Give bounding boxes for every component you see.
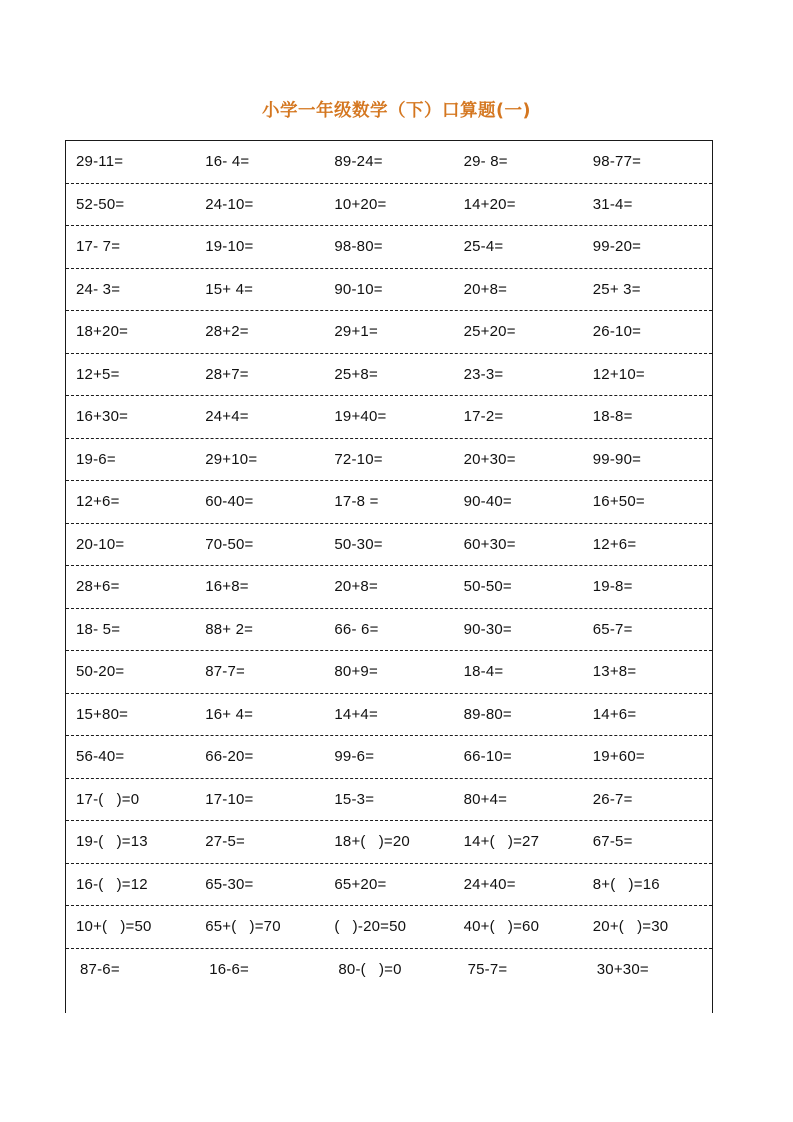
problem-cell: 18+( )=20 [334, 833, 410, 851]
problem-cell: 16+30= [76, 408, 129, 426]
problem-cell: 15-3= [334, 790, 375, 808]
problem-cell: 15+ 4= [205, 280, 254, 298]
problem-cell: 23-3= [463, 365, 504, 383]
problem-cell: 65-7= [592, 620, 633, 638]
table-row [66, 566, 712, 609]
table-row [66, 481, 712, 524]
table-row [66, 651, 712, 694]
problem-cell: 80+4= [463, 790, 508, 808]
problem-cell: 19-( )=13 [76, 833, 148, 851]
problem-cell: 24+4= [205, 408, 249, 426]
problem-cell: 52-50= [76, 195, 125, 213]
problem-cell: 66-10= [463, 748, 512, 766]
problem-cell: 99-6= [334, 748, 375, 766]
table-row [66, 864, 712, 907]
problem-cell: 29- 8= [463, 153, 508, 171]
problem-cell: 40+( )=60 [463, 918, 540, 936]
problem-cell: 66-20= [205, 748, 254, 766]
problem-cell: 14+6= [592, 705, 637, 723]
problem-cell: 15+80= [76, 705, 129, 723]
problem-cell: 31-4= [592, 195, 633, 213]
problem-cell: 12+5= [76, 365, 120, 383]
table-row [66, 269, 712, 312]
problem-cell: 13+8= [592, 663, 637, 681]
problem-cell: 60+30= [463, 535, 516, 553]
table-row [66, 524, 712, 567]
problem-cell: 17-2= [463, 408, 504, 426]
problem-cell: 12+6= [76, 493, 120, 511]
problem-cell: 98-77= [592, 153, 642, 171]
problem-cell: 50-20= [76, 663, 125, 681]
table-row [66, 736, 712, 779]
problem-cell: 25+20= [463, 323, 516, 341]
table-row [66, 821, 712, 864]
problem-cell: 16+ 4= [205, 705, 254, 723]
problem-cell: 18- 5= [76, 620, 121, 638]
problem-cell: 26-7= [592, 790, 633, 808]
problem-cell: 20+8= [334, 578, 378, 596]
problem-cell: 29+10= [205, 450, 258, 468]
problem-cell: 89-80= [463, 705, 512, 723]
problem-table [65, 140, 713, 1013]
problem-cell: 65+20= [334, 875, 387, 893]
problem-cell: 27-5= [205, 833, 245, 851]
problem-cell: 20+( )=30 [592, 918, 669, 936]
problem-cell: 16-6= [209, 961, 249, 979]
problem-cell: 16- 4= [205, 153, 250, 171]
problem-cell: 26-10= [592, 323, 642, 341]
table-row [66, 396, 712, 439]
table-row [66, 906, 712, 949]
problem-cell: 17- 7= [76, 238, 121, 256]
page-title: 小学一年级数学（下）口算题(一) [262, 101, 531, 121]
problem-cell: 17-( )=0 [76, 790, 140, 808]
problem-cell: 50-50= [463, 578, 512, 596]
problem-cell: 25+8= [334, 365, 378, 383]
problem-cell: 19-10= [205, 238, 254, 256]
problem-cell: 70-50= [205, 535, 254, 553]
problem-cell: 16+8= [205, 578, 249, 596]
problem-cell: 24- 3= [76, 280, 121, 298]
problem-cell: 29+1= [334, 323, 378, 341]
problem-cell: 12+6= [592, 535, 637, 553]
table-row [66, 439, 712, 482]
problem-cell: 90-10= [334, 280, 383, 298]
problem-cell: 72-10= [334, 450, 383, 468]
table-row [66, 779, 712, 822]
problem-cell: 10+( )=50 [76, 918, 152, 936]
problem-cell: 67-5= [592, 833, 633, 851]
problem-cell: 87-7= [205, 663, 245, 681]
table-row [66, 949, 712, 992]
problem-cell: 89-24= [334, 153, 383, 171]
problem-cell: 28+6= [76, 578, 120, 596]
problem-cell: 28+7= [205, 365, 249, 383]
problem-cell: 88+ 2= [205, 620, 254, 638]
problem-cell: 18+20= [76, 323, 129, 341]
problem-cell: 75-7= [467, 961, 508, 979]
problem-cell: 56-40= [76, 748, 125, 766]
problem-cell: 18-4= [463, 663, 504, 681]
problem-cell: 14+4= [334, 705, 378, 723]
problem-cell: 20-10= [76, 535, 125, 553]
problem-cell: 30+30= [596, 961, 649, 979]
problem-cell: 20+30= [463, 450, 516, 468]
table-row [66, 694, 712, 737]
problem-cell: 16-( )=12 [76, 875, 148, 893]
problem-cell: 50-30= [334, 535, 383, 553]
table-row [66, 311, 712, 354]
problem-cell: 8+( )=16 [592, 875, 660, 893]
problem-cell: 18-8= [592, 408, 633, 426]
problem-cell: 60-40= [205, 493, 254, 511]
problem-cell: 12+10= [592, 365, 645, 383]
problem-cell: 65-30= [205, 875, 254, 893]
problem-cell: 14+( )=27 [463, 833, 540, 851]
problem-cell: 10+20= [334, 195, 387, 213]
problem-cell: 66- 6= [334, 620, 379, 638]
problem-cell: 80-( )=0 [338, 961, 402, 979]
problem-cell: 65+( )=70 [205, 918, 281, 936]
problem-cell: 14+20= [463, 195, 516, 213]
problem-cell: 24+40= [463, 875, 516, 893]
problem-cell: 25+ 3= [592, 280, 641, 298]
problem-cell: 87-6= [80, 961, 120, 979]
table-row [66, 354, 712, 397]
problem-cell: 90-30= [463, 620, 512, 638]
table-row [66, 184, 712, 227]
problem-cell: 19-8= [592, 578, 633, 596]
problem-cell: 28+2= [205, 323, 249, 341]
problem-cell: 24-10= [205, 195, 254, 213]
problem-cell: 16+50= [592, 493, 645, 511]
problem-cell: 19+40= [334, 408, 387, 426]
problem-cell: 99-20= [592, 238, 642, 256]
problem-cell: 99-90= [592, 450, 642, 468]
problem-cell: 19-6= [76, 450, 116, 468]
table-row [66, 226, 712, 269]
problem-cell: 17-10= [205, 790, 254, 808]
problem-cell: 90-40= [463, 493, 512, 511]
problem-cell: 20+8= [463, 280, 508, 298]
problem-cell: 98-80= [334, 238, 383, 256]
problem-cell: 25-4= [463, 238, 504, 256]
problem-cell: 80+9= [334, 663, 378, 681]
problem-cell: 19+60= [592, 748, 645, 766]
problem-cell: ( )-20=50 [334, 918, 407, 936]
table-row [66, 609, 712, 652]
table-row [66, 141, 712, 184]
problem-cell: 29-11= [76, 153, 124, 171]
problem-cell: 17-8 = [334, 493, 379, 511]
